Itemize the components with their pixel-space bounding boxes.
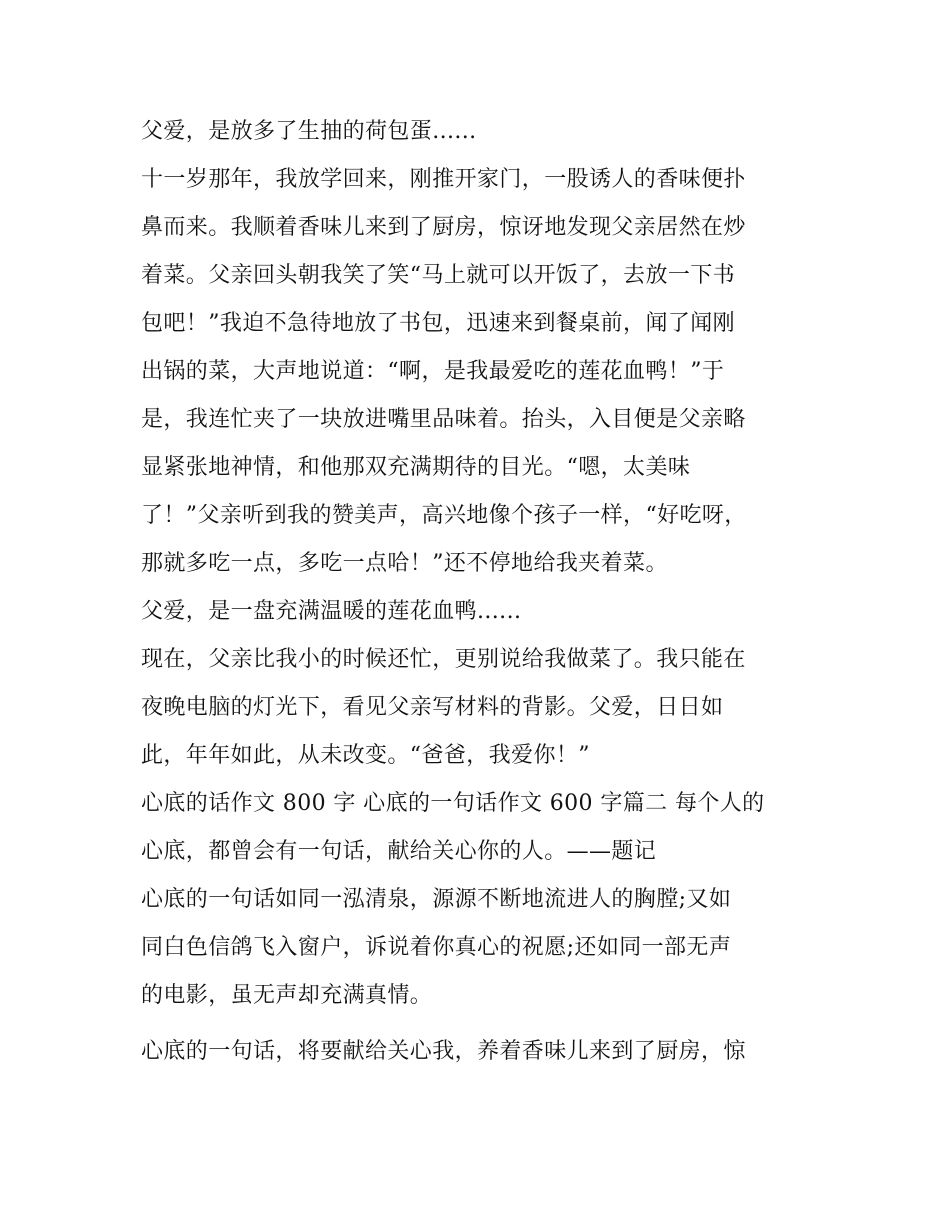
text-line: 现在，父亲比我小的时候还忙，更别说给我做菜了。我只能在 <box>141 647 746 672</box>
text-line: 心底的一句话如同一泓清泉，源源不断地流进人的胸膛;又如 <box>141 887 732 912</box>
paragraph-spacer <box>141 1020 821 1028</box>
text-line: 的电影，虽无声却充满真情。 <box>141 983 433 1008</box>
paragraph-7 <box>141 1028 821 1076</box>
essay-body <box>141 108 821 1076</box>
paragraph-5 <box>141 780 821 876</box>
text-line: 那就多吃一点，多吃一点哈！”还不停地给我夹着菜。 <box>141 551 668 576</box>
text-line: 出锅的菜，大声地说道：“啊，是我最爱吃的莲花血鸭！”于 <box>141 359 725 384</box>
text-line: 显紧张地神情，和他那双充满期待的目光。“嗯，太美味 <box>141 455 691 480</box>
text-line: 心底的话作文 800 字 心底的一句话作文 600 字篇二 每个人的 <box>141 791 765 816</box>
text-line: 鼻而来。我顺着香味儿来到了厨房，惊讶地发现父亲居然在炒 <box>141 215 746 240</box>
paragraph-2 <box>141 156 821 588</box>
text-line: 父爱，是一盘充满温暖的莲花血鸭...... <box>141 599 522 624</box>
paragraph-1 <box>141 108 821 156</box>
text-line: 夜晚电脑的灯光下，看见父亲写材料的背影。父爱，日日如 <box>141 695 724 720</box>
text-line: 父爱，是放多了生抽的荷包蛋...... <box>141 119 477 144</box>
paragraph-3 <box>141 588 821 636</box>
text-line: 包吧！”我迫不急待地放了书包，迅速来到餐桌前，闻了闻刚 <box>141 311 736 336</box>
text-line: 同白色信鸽飞入窗户，诉说着你真心的祝愿;还如同一部无声 <box>141 935 732 960</box>
text-line: 此，年年如此，从未改变。“爸爸，我爱你！” <box>141 743 590 768</box>
text-line: 着菜。父亲回头朝我笑了笑“马上就可以开饭了，去放一下书 <box>141 263 736 288</box>
text-line: 心底，都曾会有一句话，献给关心你的人。——题记 <box>141 839 657 864</box>
text-line: 是，我连忙夹了一块放进嘴里品味着。抬头，入目便是父亲略 <box>141 407 746 432</box>
text-line: 了！”父亲听到我的赞美声，高兴地像个孩子一样，“好吃呀， <box>141 503 747 528</box>
paragraph-6 <box>141 876 821 1020</box>
paragraph-4 <box>141 636 821 780</box>
text-line: 十一岁那年，我放学回来，刚推开家门，一股诱人的香味便扑 <box>141 167 746 192</box>
text-line: 心底的一句话，将要献给关心我，养着香味儿来到了厨房，惊 <box>141 1039 746 1064</box>
